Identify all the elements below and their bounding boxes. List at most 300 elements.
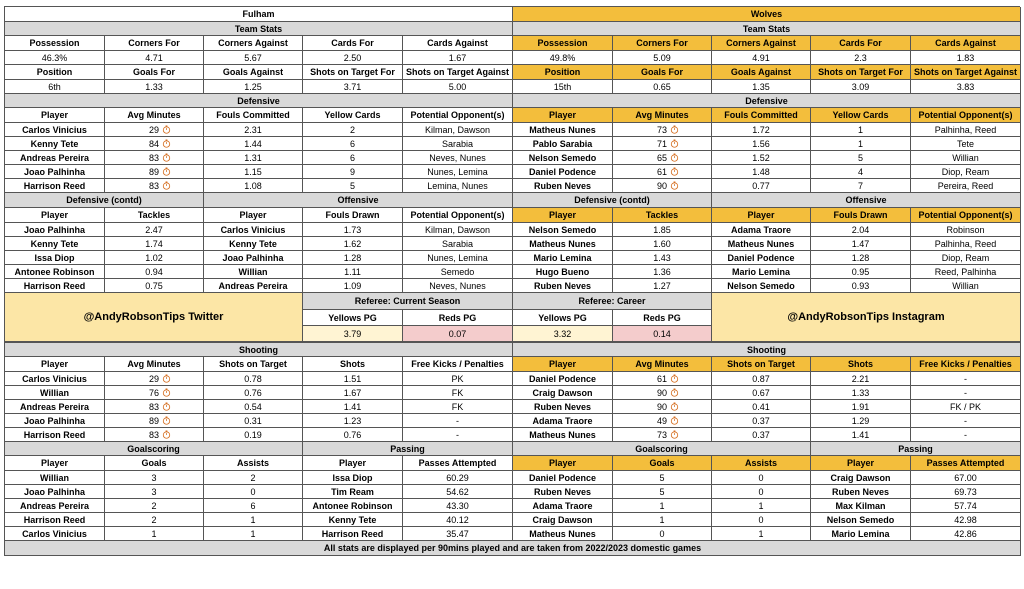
wolves-team-name: Wolves xyxy=(513,7,1021,22)
avg-minutes-value: 90 xyxy=(656,387,667,398)
wolves-goalscoring-cell: 1 xyxy=(613,513,712,527)
avg-minutes-value: 73 xyxy=(656,124,667,135)
wolves-passing-cell: Mario Lemina xyxy=(811,527,911,541)
fulham-passing-header: Passes Attempted xyxy=(403,456,513,471)
fulham-shooting-header: Avg Minutes xyxy=(105,357,204,372)
fulham-team-stat-header: Goals For xyxy=(105,65,204,80)
fulham-defensive-contd-cell: 2.47 xyxy=(105,223,204,237)
avg-minutes-value: 76 xyxy=(148,387,159,398)
fulham-goalscoring-cell: 2 xyxy=(105,499,204,513)
stopwatch-icon xyxy=(162,167,171,176)
wolves-defensive-cell xyxy=(613,123,712,137)
stopwatch-icon xyxy=(162,430,171,439)
fulham-defensive-cell: 2 xyxy=(303,123,403,137)
wolves-offensive-header: Potential Opponent(s) xyxy=(911,208,1021,223)
fulham-goalscoring-header: Goals xyxy=(105,456,204,471)
fulham-defensive-contd-cell: 1.02 xyxy=(105,251,204,265)
wolves-team-stat-header: Position xyxy=(513,65,613,80)
wolves-team-stat-header: Cards For xyxy=(811,36,911,51)
wolves-shooting-header: Shots xyxy=(811,357,911,372)
avg-minutes-value: 29 xyxy=(148,124,159,135)
wolves-defensive-cell: 1.72 xyxy=(712,123,811,137)
wolves-goalscoring-cell: 1 xyxy=(613,499,712,513)
wolves-shooting-cell xyxy=(613,386,712,400)
avg-minutes-value: 83 xyxy=(148,152,159,163)
fulham-offensive-title: Offensive xyxy=(204,193,513,208)
fulham-team-stat-value: 4.71 xyxy=(105,51,204,65)
stopwatch-icon xyxy=(670,153,679,162)
fulham-shooting-cell: 0.76 xyxy=(204,386,303,400)
fulham-shooting-cell xyxy=(105,428,204,442)
wolves-offensive-cell: Reed, Palhinha xyxy=(911,265,1021,279)
fulham-defensive-cell: Kilman, Dawson xyxy=(403,123,513,137)
wolves-passing-cell: Craig Dawson xyxy=(811,471,911,485)
wolves-shooting-cell: Ruben Neves xyxy=(513,400,613,414)
fulham-goalscoring-cell: Willian xyxy=(5,471,105,485)
fulham-team-stat-header: Position xyxy=(5,65,105,80)
fulham-offensive-cell: Andreas Pereira xyxy=(204,279,303,293)
fulham-shooting-header: Player xyxy=(5,357,105,372)
stopwatch-icon xyxy=(162,416,171,425)
wolves-passing-cell: 42.86 xyxy=(911,527,1021,541)
fulham-shooting-cell xyxy=(105,400,204,414)
instagram-promo: @AndyRobsonTips Instagram xyxy=(712,293,1021,342)
wolves-team-stat-value: 3.83 xyxy=(911,80,1021,94)
wolves-team-stat-value: 1.35 xyxy=(712,80,811,94)
fulham-shooting-cell: PK xyxy=(403,372,513,386)
wolves-defensive-cell xyxy=(613,151,712,165)
fulham-defensive-cell: Harrison Reed xyxy=(5,179,105,193)
fulham-goalscoring-cell: 0 xyxy=(204,485,303,499)
wolves-defensive-cell xyxy=(613,179,712,193)
wolves-shooting-cell: 1.33 xyxy=(811,386,911,400)
wolves-defensive-contd-cell: Mario Lemina xyxy=(513,251,613,265)
fulham-passing-cell: 43.30 xyxy=(403,499,513,513)
fulham-team-stat-header: Corners For xyxy=(105,36,204,51)
wolves-shooting-cell: - xyxy=(911,414,1021,428)
fulham-goalscoring-cell: 6 xyxy=(204,499,303,513)
wolves-team-stat-header: Possession xyxy=(513,36,613,51)
fulham-defensive-contd-header: Player xyxy=(5,208,105,223)
wolves-defensive-contd-cell: Matheus Nunes xyxy=(513,237,613,251)
wolves-passing-cell: Nelson Semedo xyxy=(811,513,911,527)
wolves-offensive-header: Player xyxy=(712,208,811,223)
wolves-shooting-cell: 0.41 xyxy=(712,400,811,414)
fulham-defensive-cell xyxy=(105,165,204,179)
fulham-goalscoring-cell: 2 xyxy=(105,513,204,527)
wolves-shooting-cell: 2.21 xyxy=(811,372,911,386)
wolves-offensive-cell: Willian xyxy=(911,279,1021,293)
stopwatch-icon xyxy=(670,430,679,439)
wolves-shooting-cell: Matheus Nunes xyxy=(513,428,613,442)
wolves-defensive-cell: Diop, Ream xyxy=(911,165,1021,179)
fulham-goalscoring-cell: Carlos Vinicius xyxy=(5,527,105,541)
wolves-defensive-cell: 1 xyxy=(811,123,911,137)
fulham-shooting-header: Shots on Target xyxy=(204,357,303,372)
wolves-passing-title: Passing xyxy=(811,442,1021,456)
wolves-defensive-header: Player xyxy=(513,108,613,123)
fulham-defensive-cell: Joao Palhinha xyxy=(5,165,105,179)
fulham-shooting-cell xyxy=(105,372,204,386)
fulham-offensive-cell: 1.11 xyxy=(303,265,403,279)
avg-minutes-value: 90 xyxy=(656,401,667,412)
fulham-team-stat-value: 2.50 xyxy=(303,51,403,65)
wolves-shooting-cell: - xyxy=(911,372,1021,386)
fulham-team-stat-value: 3.71 xyxy=(303,80,403,94)
fulham-defensive-cell xyxy=(105,151,204,165)
wolves-team-stat-value: 3.09 xyxy=(811,80,911,94)
wolves-defensive-contd-title: Defensive (contd) xyxy=(513,193,712,208)
fulham-offensive-cell: Neves, Nunes xyxy=(403,279,513,293)
fulham-passing-cell: 60.29 xyxy=(403,471,513,485)
wolves-defensive-cell: 1.52 xyxy=(712,151,811,165)
wolves-team-stat-value: 15th xyxy=(513,80,613,94)
wolves-offensive-cell: Daniel Podence xyxy=(712,251,811,265)
fulham-shooting-cell: FK xyxy=(403,386,513,400)
fulham-defensive-contd-title: Defensive (contd) xyxy=(5,193,204,208)
wolves-team-stats-title: Team Stats xyxy=(513,22,1021,36)
fulham-defensive-cell: Neves, Nunes xyxy=(403,151,513,165)
wolves-defensive-cell: Daniel Podence xyxy=(513,165,613,179)
wolves-defensive-cell: 5 xyxy=(811,151,911,165)
wolves-offensive-cell: 0.93 xyxy=(811,279,911,293)
fulham-passing-title: Passing xyxy=(303,442,513,456)
fulham-defensive-contd-cell: 0.75 xyxy=(105,279,204,293)
fulham-shooting-cell xyxy=(105,386,204,400)
wolves-team-stat-header: Goals For xyxy=(613,65,712,80)
stopwatch-icon xyxy=(670,181,679,190)
fulham-defensive-contd-cell: Harrison Reed xyxy=(5,279,105,293)
fulham-shooting-cell: 1.41 xyxy=(303,400,403,414)
wolves-offensive-cell: Mario Lemina xyxy=(712,265,811,279)
avg-minutes-value: 83 xyxy=(148,429,159,440)
fulham-shooting-cell: 0.31 xyxy=(204,414,303,428)
fulham-shooting-cell: FK xyxy=(403,400,513,414)
wolves-defensive-contd-cell: 1.43 xyxy=(613,251,712,265)
fulham-team-stats-title: Team Stats xyxy=(5,22,513,36)
fulham-goalscoring-cell: 1 xyxy=(204,513,303,527)
fulham-defensive-cell xyxy=(105,123,204,137)
wolves-shooting-header: Player xyxy=(513,357,613,372)
stopwatch-icon xyxy=(670,139,679,148)
wolves-defensive-contd-cell: 1.36 xyxy=(613,265,712,279)
avg-minutes-value: 83 xyxy=(148,401,159,412)
fulham-defensive-contd-header: Tackles xyxy=(105,208,204,223)
fulham-offensive-cell: Joao Palhinha xyxy=(204,251,303,265)
stopwatch-icon xyxy=(670,374,679,383)
wolves-team-stat-value: 0.65 xyxy=(613,80,712,94)
wolves-defensive-contd-header: Tackles xyxy=(613,208,712,223)
fulham-team-stat-value: 1.67 xyxy=(403,51,513,65)
fulham-defensive-header: Player xyxy=(5,108,105,123)
fulham-shooting-cell: Willian xyxy=(5,386,105,400)
avg-minutes-value: 29 xyxy=(148,373,159,384)
wolves-shooting-cell: 0.87 xyxy=(712,372,811,386)
wolves-shooting-header: Shots on Target xyxy=(712,357,811,372)
wolves-goalscoring-cell: Daniel Podence xyxy=(513,471,613,485)
fulham-team-stat-value: 5.00 xyxy=(403,80,513,94)
avg-minutes-value: 89 xyxy=(148,166,159,177)
fulham-offensive-cell: 1.28 xyxy=(303,251,403,265)
fulham-offensive-cell: Sarabia xyxy=(403,237,513,251)
fulham-goalscoring-cell: 3 xyxy=(105,485,204,499)
fulham-offensive-cell: 1.73 xyxy=(303,223,403,237)
fulham-shooting-cell: 0.19 xyxy=(204,428,303,442)
wolves-defensive-cell: Willian xyxy=(911,151,1021,165)
wolves-defensive-contd-cell: 1.60 xyxy=(613,237,712,251)
wolves-defensive-cell xyxy=(613,137,712,151)
wolves-defensive-contd-cell: 1.27 xyxy=(613,279,712,293)
fulham-defensive-contd-cell: Kenny Tete xyxy=(5,237,105,251)
fulham-offensive-cell: Kenny Tete xyxy=(204,237,303,251)
wolves-shooting-cell: Adama Traore xyxy=(513,414,613,428)
avg-minutes-value: 90 xyxy=(656,180,667,191)
wolves-defensive-header: Yellow Cards xyxy=(811,108,911,123)
wolves-defensive-title: Defensive xyxy=(513,94,1021,108)
wolves-shooting-cell xyxy=(613,428,712,442)
wolves-shooting-cell: 1.29 xyxy=(811,414,911,428)
wolves-defensive-cell: 1.48 xyxy=(712,165,811,179)
wolves-goalscoring-cell: 1 xyxy=(712,527,811,541)
wolves-defensive-cell: Nelson Semedo xyxy=(513,151,613,165)
wolves-goalscoring-cell: Ruben Neves xyxy=(513,485,613,499)
fulham-shooting-cell: 0.78 xyxy=(204,372,303,386)
fulham-shooting-cell: Harrison Reed xyxy=(5,428,105,442)
fulham-passing-cell: Issa Diop xyxy=(303,471,403,485)
referee-current-header: Yellows PG xyxy=(303,310,403,326)
wolves-team-stat-header: Shots on Target For xyxy=(811,65,911,80)
wolves-goalscoring-cell: 0 xyxy=(712,485,811,499)
fulham-goalscoring-cell: Joao Palhinha xyxy=(5,485,105,499)
fulham-offensive-header: Player xyxy=(204,208,303,223)
wolves-shooting-header: Avg Minutes xyxy=(613,357,712,372)
wolves-shooting-cell: - xyxy=(911,428,1021,442)
wolves-goalscoring-cell: 0 xyxy=(712,471,811,485)
referee-career-yellows: 3.32 xyxy=(513,326,613,342)
wolves-offensive-cell: 1.47 xyxy=(811,237,911,251)
fulham-team-stat-header: Shots on Target Against xyxy=(403,65,513,80)
wolves-goalscoring-cell: 0 xyxy=(712,513,811,527)
avg-minutes-value: 61 xyxy=(656,166,667,177)
wolves-shooting-cell: 0.37 xyxy=(712,428,811,442)
stopwatch-icon xyxy=(162,153,171,162)
fulham-offensive-cell: Carlos Vinicius xyxy=(204,223,303,237)
stopwatch-icon xyxy=(670,402,679,411)
referee-career-title: Referee: Career xyxy=(513,293,712,310)
wolves-defensive-cell: Matheus Nunes xyxy=(513,123,613,137)
wolves-offensive-cell: Diop, Ream xyxy=(911,251,1021,265)
fulham-shooting-cell xyxy=(105,414,204,428)
wolves-defensive-header: Fouls Committed xyxy=(712,108,811,123)
wolves-offensive-cell: 1.28 xyxy=(811,251,911,265)
fulham-offensive-cell: 1.09 xyxy=(303,279,403,293)
fulham-offensive-cell: Semedo xyxy=(403,265,513,279)
fulham-shooting-cell: 0.76 xyxy=(303,428,403,442)
wolves-offensive-header: Fouls Drawn xyxy=(811,208,911,223)
wolves-team-stat-value: 2.3 xyxy=(811,51,911,65)
wolves-shooting-cell xyxy=(613,414,712,428)
wolves-shooting-cell: 0.67 xyxy=(712,386,811,400)
wolves-defensive-cell xyxy=(613,165,712,179)
wolves-team-stat-header: Goals Against xyxy=(712,65,811,80)
fulham-goalscoring-cell: 1 xyxy=(204,527,303,541)
wolves-offensive-cell: 2.04 xyxy=(811,223,911,237)
wolves-defensive-contd-cell: Hugo Bueno xyxy=(513,265,613,279)
wolves-defensive-cell: 7 xyxy=(811,179,911,193)
wolves-defensive-contd-header: Player xyxy=(513,208,613,223)
stopwatch-icon xyxy=(162,374,171,383)
wolves-goalscoring-header: Player xyxy=(513,456,613,471)
referee-current-title: Referee: Current Season xyxy=(303,293,513,310)
fulham-goalscoring-cell: 3 xyxy=(105,471,204,485)
wolves-passing-cell: 57.74 xyxy=(911,499,1021,513)
avg-minutes-value: 49 xyxy=(656,415,667,426)
avg-minutes-value: 84 xyxy=(148,138,159,149)
fulham-passing-cell: 35.47 xyxy=(403,527,513,541)
footer-note: All stats are displayed per 90mins played and are taken from 2022/2023 domestic games xyxy=(5,541,1021,556)
stopwatch-icon xyxy=(162,139,171,148)
wolves-goalscoring-cell: 5 xyxy=(613,471,712,485)
wolves-goalscoring-header: Assists xyxy=(712,456,811,471)
fulham-defensive-cell xyxy=(105,179,204,193)
fulham-shooting-title: Shooting xyxy=(5,343,513,357)
fulham-team-name: Fulham xyxy=(5,7,513,22)
fulham-passing-cell: Kenny Tete xyxy=(303,513,403,527)
wolves-shooting-cell: Craig Dawson xyxy=(513,386,613,400)
fulham-offensive-cell: Nunes, Lemina xyxy=(403,251,513,265)
fulham-offensive-cell: Kilman, Dawson xyxy=(403,223,513,237)
wolves-defensive-cell: 4 xyxy=(811,165,911,179)
fulham-defensive-contd-cell: Joao Palhinha xyxy=(5,223,105,237)
wolves-defensive-cell: Pereira, Reed xyxy=(911,179,1021,193)
fulham-passing-cell: 54.62 xyxy=(403,485,513,499)
wolves-team-stat-header: Corners For xyxy=(613,36,712,51)
fulham-shooting-cell: Carlos Vinicius xyxy=(5,372,105,386)
wolves-offensive-cell: Nelson Semedo xyxy=(712,279,811,293)
fulham-defensive-cell: 9 xyxy=(303,165,403,179)
stopwatch-icon xyxy=(162,402,171,411)
fulham-team-stat-header: Goals Against xyxy=(204,65,303,80)
wolves-defensive-cell: 0.77 xyxy=(712,179,811,193)
avg-minutes-value: 61 xyxy=(656,373,667,384)
wolves-shooting-cell xyxy=(613,372,712,386)
stopwatch-icon xyxy=(670,416,679,425)
wolves-shooting-cell: - xyxy=(911,386,1021,400)
fulham-defensive-header: Potential Opponent(s) xyxy=(403,108,513,123)
stats-sheet xyxy=(4,6,1020,556)
wolves-goalscoring-header: Goals xyxy=(613,456,712,471)
fulham-defensive-contd-cell: Antonee Robinson xyxy=(5,265,105,279)
fulham-team-stat-header: Possession xyxy=(5,36,105,51)
fulham-defensive-header: Fouls Committed xyxy=(204,108,303,123)
fulham-defensive-header: Yellow Cards xyxy=(303,108,403,123)
fulham-defensive-cell: 1.31 xyxy=(204,151,303,165)
fulham-team-stat-header: Cards Against xyxy=(403,36,513,51)
fulham-defensive-contd-cell: Issa Diop xyxy=(5,251,105,265)
fulham-defensive-cell: 2.31 xyxy=(204,123,303,137)
wolves-shooting-cell: Daniel Podence xyxy=(513,372,613,386)
fulham-team-stat-header: Cards For xyxy=(303,36,403,51)
wolves-team-stat-value: 5.09 xyxy=(613,51,712,65)
referee-current-header: Reds PG xyxy=(403,310,513,326)
wolves-goalscoring-cell: Matheus Nunes xyxy=(513,527,613,541)
wolves-shooting-cell: 1.91 xyxy=(811,400,911,414)
fulham-goalscoring-cell: 2 xyxy=(204,471,303,485)
wolves-defensive-cell: 1.56 xyxy=(712,137,811,151)
fulham-shooting-cell: 1.23 xyxy=(303,414,403,428)
fulham-defensive-cell: Sarabia xyxy=(403,137,513,151)
stopwatch-icon xyxy=(670,388,679,397)
referee-career-header: Yellows PG xyxy=(513,310,613,326)
fulham-passing-header: Player xyxy=(303,456,403,471)
fulham-defensive-contd-cell: 0.94 xyxy=(105,265,204,279)
fulham-defensive-cell: 5 xyxy=(303,179,403,193)
wolves-defensive-contd-cell: 1.85 xyxy=(613,223,712,237)
fulham-offensive-header: Fouls Drawn xyxy=(303,208,403,223)
referee-career-header: Reds PG xyxy=(613,310,712,326)
fulham-defensive-cell: Andreas Pereira xyxy=(5,151,105,165)
avg-minutes-value: 65 xyxy=(656,152,667,163)
wolves-team-stat-header: Cards Against xyxy=(911,36,1021,51)
fulham-defensive-cell: Lemina, Nunes xyxy=(403,179,513,193)
avg-minutes-value: 89 xyxy=(148,415,159,426)
wolves-defensive-cell: Tete xyxy=(911,137,1021,151)
fulham-defensive-cell xyxy=(105,137,204,151)
wolves-team-stat-value: 49.8% xyxy=(513,51,613,65)
wolves-defensive-cell: Ruben Neves xyxy=(513,179,613,193)
fulham-passing-cell: Tim Ream xyxy=(303,485,403,499)
fulham-defensive-cell: Nunes, Lemina xyxy=(403,165,513,179)
wolves-goalscoring-cell: 0 xyxy=(613,527,712,541)
wolves-defensive-header: Avg Minutes xyxy=(613,108,712,123)
wolves-defensive-header: Potential Opponent(s) xyxy=(911,108,1021,123)
stopwatch-icon xyxy=(162,181,171,190)
wolves-team-stat-header: Shots on Target Against xyxy=(911,65,1021,80)
fulham-passing-cell: Harrison Reed xyxy=(303,527,403,541)
referee-current-reds: 0.07 xyxy=(403,326,513,342)
fulham-shooting-cell: 0.54 xyxy=(204,400,303,414)
wolves-offensive-cell: Adama Traore xyxy=(712,223,811,237)
wolves-defensive-contd-cell: Nelson Semedo xyxy=(513,223,613,237)
fulham-team-stat-value: 46.3% xyxy=(5,51,105,65)
wolves-offensive-cell: 0.95 xyxy=(811,265,911,279)
wolves-passing-cell: Max Kilman xyxy=(811,499,911,513)
wolves-shooting-cell xyxy=(613,400,712,414)
wolves-passing-header: Passes Attempted xyxy=(911,456,1021,471)
fulham-passing-cell: 40.12 xyxy=(403,513,513,527)
fulham-defensive-cell: Carlos Vinicius xyxy=(5,123,105,137)
fulham-shooting-header: Free Kicks / Penalties xyxy=(403,357,513,372)
wolves-goalscoring-cell: Craig Dawson xyxy=(513,513,613,527)
wolves-defensive-cell: Palhinha, Reed xyxy=(911,123,1021,137)
fulham-offensive-cell: Willian xyxy=(204,265,303,279)
wolves-shooting-cell: FK / PK xyxy=(911,400,1021,414)
fulham-defensive-title: Defensive xyxy=(5,94,513,108)
avg-minutes-value: 73 xyxy=(656,429,667,440)
fulham-defensive-header: Avg Minutes xyxy=(105,108,204,123)
wolves-defensive-contd-cell: Ruben Neves xyxy=(513,279,613,293)
fulham-defensive-cell: 1.08 xyxy=(204,179,303,193)
wolves-goalscoring-title: Goalscoring xyxy=(513,442,811,456)
wolves-passing-cell: 69.73 xyxy=(911,485,1021,499)
wolves-passing-cell: 67.00 xyxy=(911,471,1021,485)
fulham-offensive-cell: 1.62 xyxy=(303,237,403,251)
wolves-shooting-title: Shooting xyxy=(513,343,1021,357)
fulham-shooting-cell: - xyxy=(403,414,513,428)
wolves-goalscoring-cell: 1 xyxy=(712,499,811,513)
fulham-shooting-cell: 1.67 xyxy=(303,386,403,400)
wolves-offensive-cell: Palhinha, Reed xyxy=(911,237,1021,251)
